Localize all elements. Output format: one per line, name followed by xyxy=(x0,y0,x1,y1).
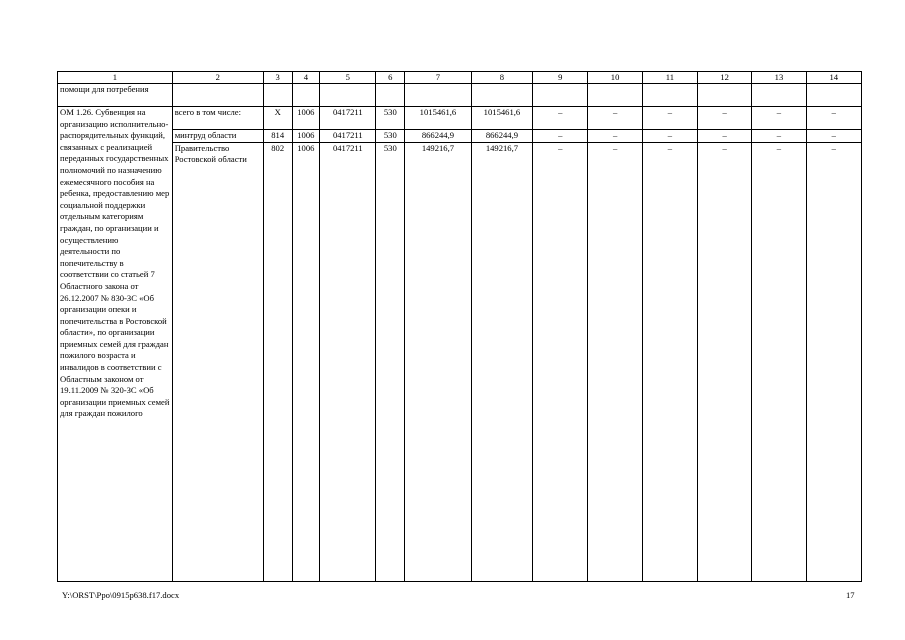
cell: X xyxy=(263,107,292,130)
cell: 1006 xyxy=(292,107,320,130)
cell: – xyxy=(752,142,806,581)
cell: – xyxy=(533,130,588,143)
cell: 0417211 xyxy=(320,130,376,143)
cell: 149216,7 xyxy=(471,142,532,581)
cell: – xyxy=(698,130,752,143)
cell: – xyxy=(698,107,752,130)
table-row xyxy=(58,142,862,581)
cell: – xyxy=(588,107,642,130)
cell: – xyxy=(806,130,861,143)
cell: 149216,7 xyxy=(405,142,472,581)
cell: 866244,9 xyxy=(471,130,532,143)
cell: – xyxy=(806,107,861,130)
budget-table xyxy=(57,71,862,582)
cell: – xyxy=(533,142,588,581)
header-cell: 9 xyxy=(533,72,588,84)
continuation-row xyxy=(58,84,862,107)
header-cell: 1 xyxy=(58,72,173,84)
cell: – xyxy=(588,130,642,143)
header-cell: 6 xyxy=(376,72,405,84)
cell: 530 xyxy=(376,130,405,143)
cell: 530 xyxy=(376,142,405,581)
cell: 1006 xyxy=(292,142,320,581)
row-label: минтруд области xyxy=(172,130,263,143)
header-cell: 4 xyxy=(292,72,320,84)
header-cell: 12 xyxy=(698,72,752,84)
header-cell: 10 xyxy=(588,72,642,84)
header-cell: 7 xyxy=(405,72,472,84)
header-cell: 5 xyxy=(320,72,376,84)
om-title-cell: ОМ 1.26. Субвенция на организацию исполнительно- распорядительных функций, связанных с реализацией переданных государственных полномочий по назначению ежемесячного пособия на ребенка, предоставлению мер социальной поддержки отдельным категориям граждан, по организации и осуществлению деятельности по попечительству в соответствии со статьей 7 Областного закона от 26.12.2007 № 830-ЗС «Об организации опеки и попечительства в Ростовской области», по организации приемных семей для граждан пожилого возраста и инвалидов в соответствии с Областным законом от 19.11.2009 № 320-ЗС «Об организации приемных семей для граждан пожилого xyxy=(58,107,173,582)
cell: 1015461,6 xyxy=(471,107,532,130)
cell: 814 xyxy=(263,130,292,143)
row-label: всего в том числе: xyxy=(172,107,263,130)
cell: 530 xyxy=(376,107,405,130)
cell: 1015461,6 xyxy=(405,107,472,130)
table-row xyxy=(58,107,862,130)
cell: 0417211 xyxy=(320,107,376,130)
table-row xyxy=(58,130,862,143)
header-cell: 11 xyxy=(642,72,697,84)
cell: – xyxy=(588,142,642,581)
cell: – xyxy=(642,142,697,581)
continuation-text: помощи для потребения xyxy=(58,84,173,107)
header-cell: 14 xyxy=(806,72,861,84)
row-label: Правительство Ростовской области xyxy=(172,142,263,581)
header-cell: 2 xyxy=(172,72,263,84)
header-cell: 3 xyxy=(263,72,292,84)
page-number: 17 xyxy=(846,590,855,600)
cell: – xyxy=(752,107,806,130)
cell: – xyxy=(642,107,697,130)
cell: 802 xyxy=(263,142,292,581)
cell: – xyxy=(533,107,588,130)
header-cell: 8 xyxy=(471,72,532,84)
header-cell: 13 xyxy=(752,72,806,84)
file-path: Y:\ORST\Ppo\0915p638.f17.docx xyxy=(62,590,180,600)
cell: – xyxy=(752,130,806,143)
cell: 1006 xyxy=(292,130,320,143)
cell: – xyxy=(698,142,752,581)
cell: – xyxy=(642,130,697,143)
cell: 866244,9 xyxy=(405,130,472,143)
cell: 0417211 xyxy=(320,142,376,581)
cell: – xyxy=(806,142,861,581)
header-row xyxy=(58,72,862,84)
